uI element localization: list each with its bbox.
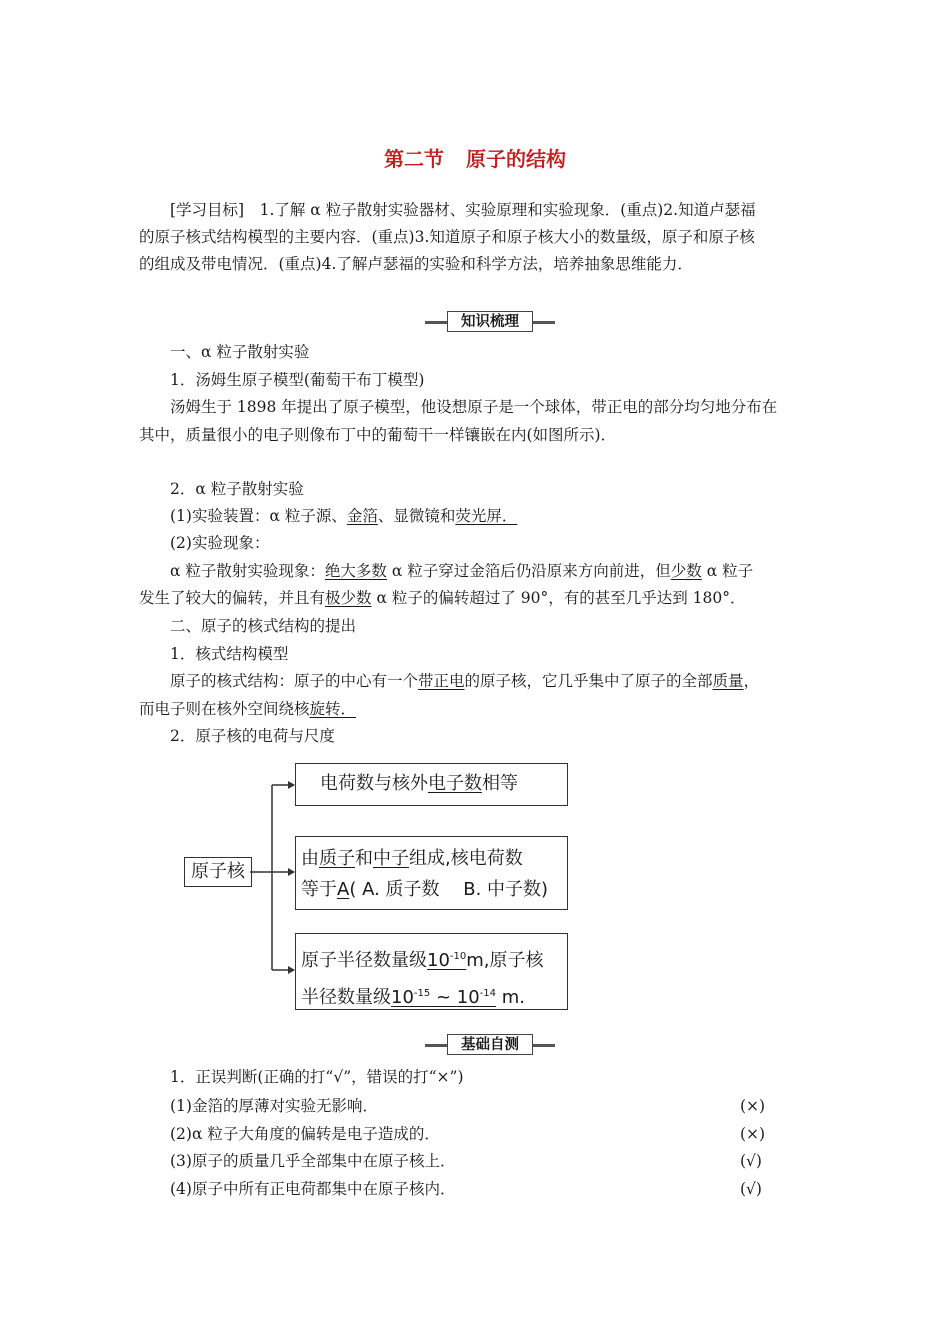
diagram-box-composition (295, 836, 568, 910)
answer-screen: 荧光屏． (455, 507, 518, 525)
objectives-line-1: [学习目标] 1.了解 α 粒子散射实验器材、实验原理和实验现象．(重点)2.知道卢瑟福 (170, 201, 756, 219)
answer-rotate: 旋转． (309, 700, 357, 718)
judge-item-2: (2)α 粒子大角度的偏转是电子造成的． (170, 1125, 440, 1143)
judge-item-4: (4)原子中所有正电荷都集中在原子核内． (170, 1180, 456, 1198)
answer-very-few: 极少数 (325, 589, 372, 607)
banner-bar-left (425, 321, 447, 324)
answer-vast-majority: 绝大多数 (324, 562, 387, 580)
section1-heading: 一、α 粒子散射实验 (170, 343, 310, 361)
banner-bar-right (533, 321, 555, 324)
scale-line-2: 半径数量级$10^{-15}$ ~ $10^{-14}$ m. (301, 987, 526, 1008)
objectives-line-3: 的组成及带电情况．(重点)4.了解卢瑟福的实验和科学方法，培养抽象思维能力． (139, 255, 693, 273)
judge-mark-4: (√) (740, 1180, 762, 1198)
judge-mark-1: (×) (740, 1097, 766, 1115)
section-banner-selftest (425, 1036, 555, 1054)
item2-title: 2．α 粒子散射实验 (170, 480, 304, 498)
answer-positive-charge: 带正电 (418, 672, 465, 690)
s2-item2-title: 2．原子核的电荷与尺度 (170, 727, 335, 745)
phenomena-line-2: 发生了较大的偏转，并且有极少数 α 粒子的偏转超过了 90°，有的甚至几乎达到 180°． (139, 589, 746, 607)
scale-line-1: 原子半径数量级$10^{-10}m$,原子核 (301, 950, 544, 971)
diagram-box-scale (295, 933, 568, 1010)
experiment-setup: (1)实验装置：α 粒子源、金箔、显微镜和荧光屏． (170, 507, 518, 525)
phenomena-line-1: α 粒子散射实验现象：绝大多数 α 粒子穿过金箔后仍沿原来方向前进，但少数 α 粒子 (170, 562, 754, 580)
nuclear-model-line-1: 原子的核式结构：原子的中心有一个带正电的原子核，它几乎集中了原子的全部质量， (170, 672, 760, 690)
banner-label: 基础自测 (447, 1034, 533, 1055)
judge-title: 1．正误判断(正确的打“√”，错误的打“×”) (170, 1068, 464, 1086)
composition-line-1: 由质子和中子组成,核电荷数 (301, 848, 523, 869)
title-section-number: 第二节 (384, 147, 444, 171)
s2-item1-title: 1．核式结构模型 (170, 645, 289, 663)
diagram-root-nucleus: 原子核 (184, 857, 252, 887)
experiment-phenomena-heading: (2)实验现象： (170, 534, 270, 552)
answer-neutron: 中子 (373, 848, 409, 869)
answer-few: 少数 (670, 562, 702, 580)
composition-line-2: 等于A( A. 质子数 B. 中子数) (301, 879, 549, 900)
judge-item-3: (3)原子的质量几乎全部集中在原子核上． (170, 1152, 456, 1170)
banner-bar-left (425, 1044, 447, 1047)
answer-atom-radius: $10^{-10}$ (427, 950, 467, 971)
answer-proton: 质子 (319, 848, 355, 869)
judge-mark-3: (√) (740, 1152, 762, 1170)
section2-heading: 二、原子的核式结构的提出 (170, 617, 357, 635)
objectives-line-2: 的原子核式结构模型的主要内容．(重点)3.知道原子和原子核大小的数量级，原子和原子核 (139, 228, 755, 246)
item1-paragraph-2: 其中，质量很小的电子则像布丁中的葡萄干一样镶嵌在内(如图所示)． (139, 426, 617, 444)
judge-item-1: (1)金箔的厚薄对实验无影响． (170, 1097, 378, 1115)
answer-nucleus-radius: $10^{-15}$ ~ $10^{-14}$ (391, 987, 497, 1008)
answer-gold-foil: 金箔 (346, 507, 378, 525)
nuclear-model-line-2: 而电子则在核外空间绕核旋转． (139, 700, 357, 718)
item1-paragraph-1: 汤姆生于 1898 年提出了原子模型，他设想原子是一个球体，带正电的部分均匀地分布在 (170, 398, 778, 416)
section-banner-knowledge (425, 313, 555, 331)
diagram-connector-lines (250, 760, 300, 1010)
page-title (0, 143, 950, 172)
answer-choice: A (337, 879, 350, 900)
banner-bar-right (533, 1044, 555, 1047)
item1-title: 1．汤姆生原子模型(葡萄干布丁模型) (170, 371, 425, 389)
diagram-box-charge: 电荷数与核外电子数相等 (295, 763, 568, 806)
answer-mass: 质量 (712, 672, 744, 690)
judge-mark-2: (×) (740, 1125, 766, 1143)
answer-electron-count: 电子数 (428, 773, 482, 794)
title-topic: 原子的结构 (466, 147, 566, 171)
banner-label: 知识梳理 (447, 311, 533, 332)
